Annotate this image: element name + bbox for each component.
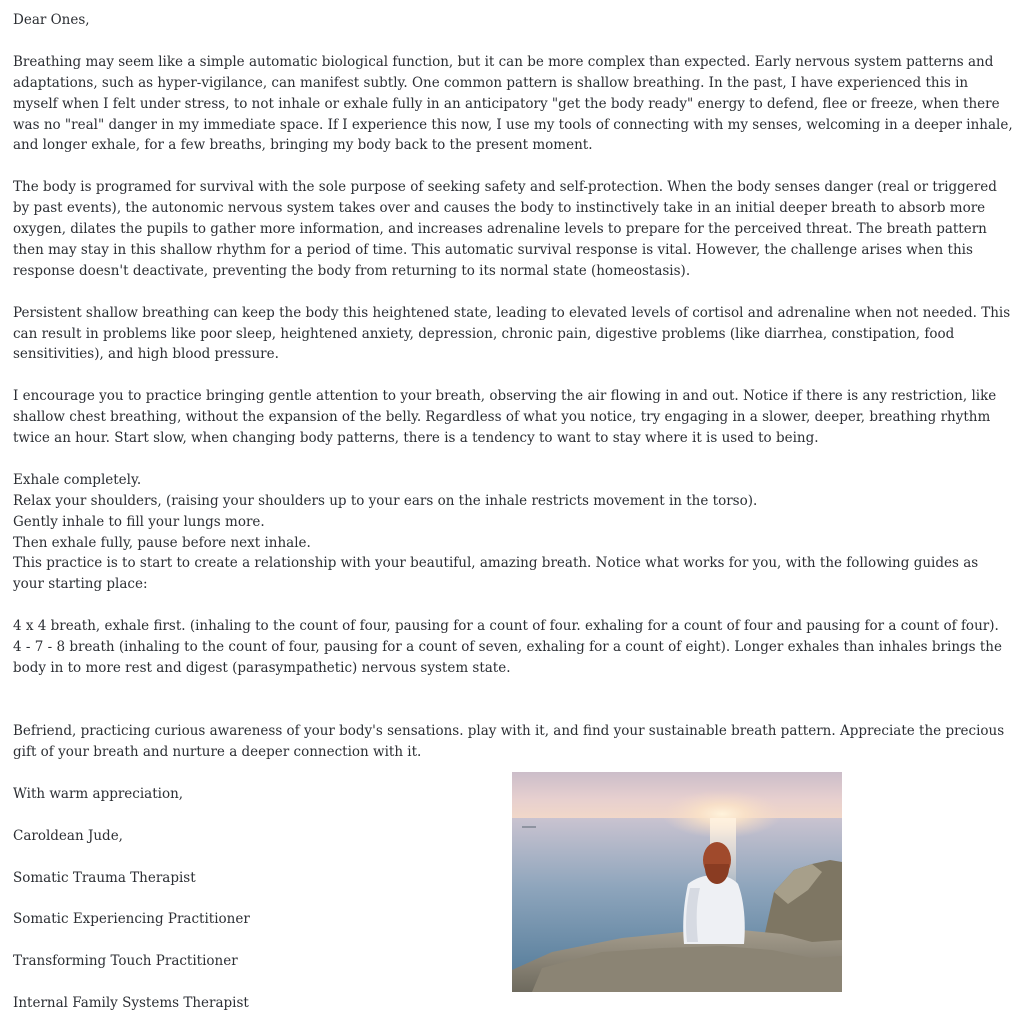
closing-paragraph: Befriend, practicing curious awareness of your body's sensations. play with it, and find your sustainable breath pattern. Appreciate the precious gift of your breath and nurture a deeper connection with it. bbox=[13, 722, 1005, 760]
step-relax-shoulders: Relax your shoulders, (raising your shoulders up to your ears on the inhale restricts movement in the torso). bbox=[13, 492, 758, 509]
salutation: Dear Ones, bbox=[13, 12, 90, 28]
title-somatic-trauma: Somatic Trauma Therapist bbox=[13, 869, 196, 886]
technique-478-breath: 4 - 7 - 8 breath (inhaling to the count of four, pausing for a count of seven, exhaling for a count of eight). Longer exhales than inhales brings the body in to more rest and digest (parasympathetic) nervous system state. bbox=[13, 639, 1002, 676]
title-transforming-touch: Transforming Touch Practitioner bbox=[13, 953, 238, 970]
paragraph-shallow-breathing: Breathing may seem like a simple automatic biological function, but it can be more complex than expected. Early nervous system patterns and adaptations, such as hyper-vigilance, can manifest subtly. One common pattern is shallow breathing. In the past, I have experienced this in myself when I felt under stress, to not inhale or exhale fully in an anticipatory "get the body ready" energy to defend, flee or freeze, when there was no "real" danger in my immediate space. If I experience this now, I use my tools of connecting with my senses, welcoming in a deeper inhale, and longer exhale, for a few breaths, bringing my body back to the present moment. bbox=[13, 53, 1013, 154]
paragraph-persistent-effects: Persistent shallow breathing can keep the body this heightened state, leading to elevated levels of cortisol and adrenaline when not needed. This can result in problems like poor sleep, heightened anxiety, depression, chronic pain, digestive problems (like diarrhea, constipation, food sensitivities), and high blood pressure. bbox=[13, 304, 1011, 363]
signature-block bbox=[13, 784, 250, 1035]
paragraph-encouragement: I encourage you to practice bringing gentle attention to your breath, observing the air flowing in and out. Notice if there is any restriction, like shallow chest breathing, without the expansion of the belly. Regardless of what you notice, try engaging in a slower, deeper, breathing rhythm twice an hour. Start slow, when changing body patterns, there is a tendency to want to stay where it is used to being. bbox=[13, 388, 997, 447]
step-exhale: Exhale completely. bbox=[13, 471, 142, 488]
title-internal-family-systems: Internal Family Systems Therapist bbox=[13, 994, 249, 1011]
sunset-photo bbox=[512, 772, 842, 992]
closing-line: With warm appreciation, bbox=[13, 786, 184, 802]
technique-box-breath: 4 x 4 breath, exhale first. (inhaling to the count of four, pausing for a count of four. exhaling for a count of four and pausing for a count of four). bbox=[13, 618, 999, 635]
title-somatic-experiencing: Somatic Experiencing Practitioner bbox=[13, 911, 250, 928]
signature-name: Caroldean Jude, bbox=[13, 827, 123, 844]
letter-body bbox=[13, 10, 1013, 763]
step-inhale: Gently inhale to fill your lungs more. bbox=[13, 513, 265, 530]
step-practice-intro: This practice is to start to create a relationship with your beautiful, amazing breath. Notice what works for you, with the following guides as your starting place: bbox=[13, 555, 979, 593]
woman-on-cliff-image bbox=[512, 772, 842, 992]
paragraph-survival-response: The body is programed for survival with the sole purpose of seeking safety and self-protection. When the body senses danger (real or triggered by past events), the autonomic nervous system takes over and causes the body to instinctively take in an initial deeper breath to absorb more oxygen, dilates the pupils to gather more information, and increases adrenaline levels to prepare for the perceived threat. The breath pattern then may stay in this shallow rhythm for a period of time. This automatic survival response is vital. However, the challenge arises when this response doesn't deactivate, preventing the body from returning to its normal state (homeostasis). bbox=[13, 179, 997, 279]
step-exhale-pause: Then exhale fully, pause before next inhale. bbox=[13, 534, 311, 551]
